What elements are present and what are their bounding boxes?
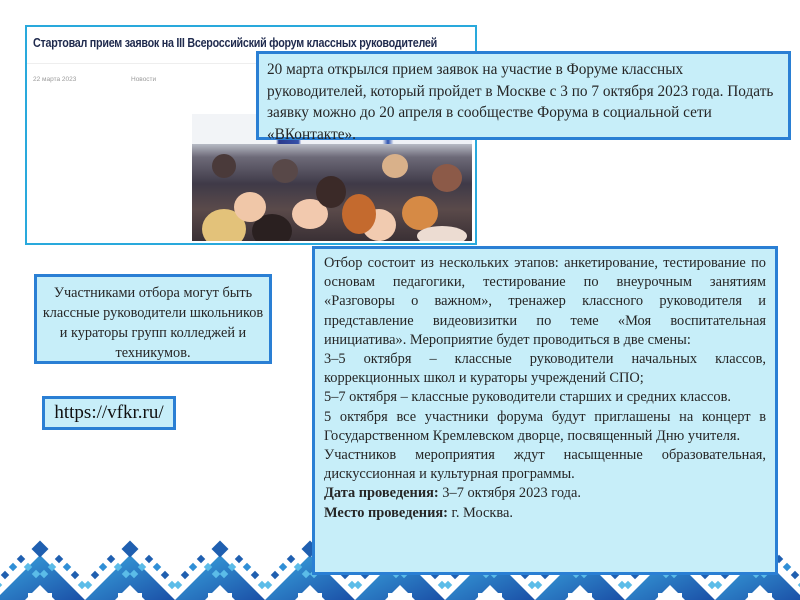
news-category: Новости [131,76,157,83]
announcement-text: 20 марта открылся прием заявок на участие в Форуме классных руководителей, который пройдет в Москве с 3 по 7 октября 2023 года. Подать заявку можно до 20 апреля в сообществе Форума в социальной сети «ВКонтакте». [267,61,774,143]
participants-box [34,274,272,364]
event-place-label: Место проведения: [324,504,448,521]
participants-text: Участниками отбора могут быть классные руководители школьников и кураторы групп колледжей и техникумов. [42,285,264,361]
event-date [324,484,766,503]
announcement-box [256,51,791,143]
details-paragraph-concert: 5 октября все участники форума будут приглашены на концерт в Государственном Кремлевском дворце, посвященный Дню учителя. [324,408,766,444]
details-paragraph-shift-1: 3–5 октября – классные руководители начальных классов, коррекционных школ и кураторы учреждений СПО; [324,351,766,387]
details-box [312,246,778,575]
event-date-label: Дата проведения: [324,485,439,502]
details-paragraph-selection: Отбор состоит из нескольких этапов: анкетирование, тестирование по основам педагогики, тестирование по внеурочным занятиям «Разговоры о важном», тренажер классного руководителя и представление видеовизитки по теме «Моя воспитательная инициатива». Мероприятие будет проводиться в две смены: [324,255,766,348]
details-paragraph-shift-2: 5–7 октября – классные руководители старших и средних классов. [324,389,731,406]
event-place-value: г. Москва. [447,504,513,521]
event-place [324,504,766,523]
forum-website-link[interactable]: https://vfkr.ru/ [42,396,176,430]
news-title: Стартовал прием заявок на III Всероссийский форум классных руководителей [33,36,437,50]
event-date-value: 3–7 октября 2023 года. [438,485,581,502]
news-date: 22 марта 2023 [33,76,77,83]
details-paragraph-program: Участников мероприятия ждут насыщенные образовательная, дискуссионная и культурная программы. [324,447,766,483]
